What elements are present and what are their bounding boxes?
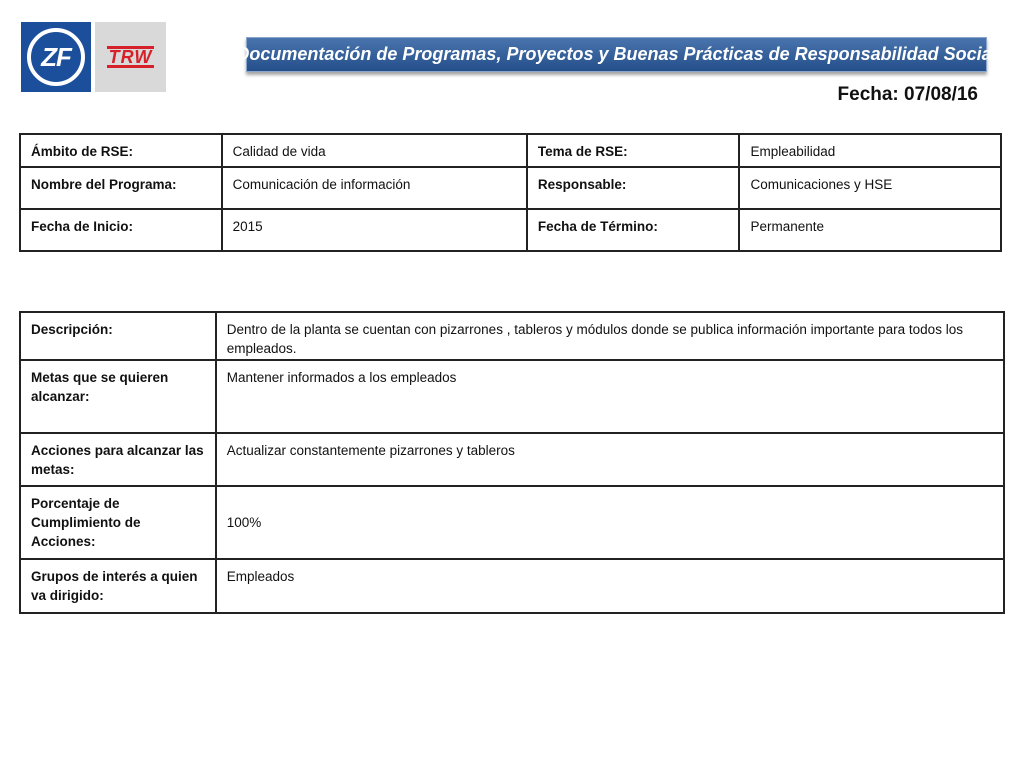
metas-value: Mantener informados a los empleados	[216, 360, 1004, 433]
trw-logo-mark: TRW	[108, 47, 153, 67]
responsable-label: Responsable:	[527, 167, 740, 209]
grupos-label: Grupos de interés a quien va dirigido:	[20, 559, 216, 613]
descripcion-label: Descripción:	[20, 312, 216, 360]
termino-value: Permanente	[739, 209, 1001, 251]
porcentaje-label: Porcentaje de Cumplimiento de Acciones:	[20, 486, 216, 559]
program-details-table	[19, 311, 1005, 614]
document-date: Fecha: 07/08/16	[837, 84, 978, 105]
table-row	[20, 433, 1004, 486]
tema-label: Tema de RSE:	[527, 134, 740, 167]
acciones-label: Acciones para alcanzar las metas:	[20, 433, 216, 486]
document-title: Documentación de Programas, Proyectos y Buenas Prácticas de Responsabilidad Social	[246, 37, 987, 72]
acciones-value: Actualizar constantemente pizarrones y tableros	[216, 433, 1004, 486]
table-row	[20, 312, 1004, 360]
responsable-value: Comunicaciones y HSE	[739, 167, 1001, 209]
ambito-label: Ámbito de RSE:	[20, 134, 222, 167]
inicio-value: 2015	[222, 209, 527, 251]
table-row	[20, 360, 1004, 433]
grupos-value: Empleados	[216, 559, 1004, 613]
program-info-table	[19, 133, 1002, 252]
ambito-value: Calidad de vida	[222, 134, 527, 167]
table-row	[20, 134, 1001, 167]
termino-label: Fecha de Término:	[527, 209, 740, 251]
table-row	[20, 209, 1001, 251]
zf-logo	[21, 22, 91, 92]
descripcion-value: Dentro de la planta se cuentan con pizarrones , tableros y módulos donde se publica información importante para todos los empleados.	[216, 312, 1004, 360]
zf-logo-mark: ZF	[27, 28, 85, 86]
table-row	[20, 559, 1004, 613]
nombre-value: Comunicación de información	[222, 167, 527, 209]
table-row	[20, 486, 1004, 559]
tema-value: Empleabilidad	[739, 134, 1001, 167]
inicio-label: Fecha de Inicio:	[20, 209, 222, 251]
nombre-label: Nombre del Programa:	[20, 167, 222, 209]
porcentaje-value: 100%	[216, 486, 1004, 559]
trw-logo	[95, 22, 166, 92]
table-row	[20, 167, 1001, 209]
metas-label: Metas que se quieren alcanzar:	[20, 360, 216, 433]
